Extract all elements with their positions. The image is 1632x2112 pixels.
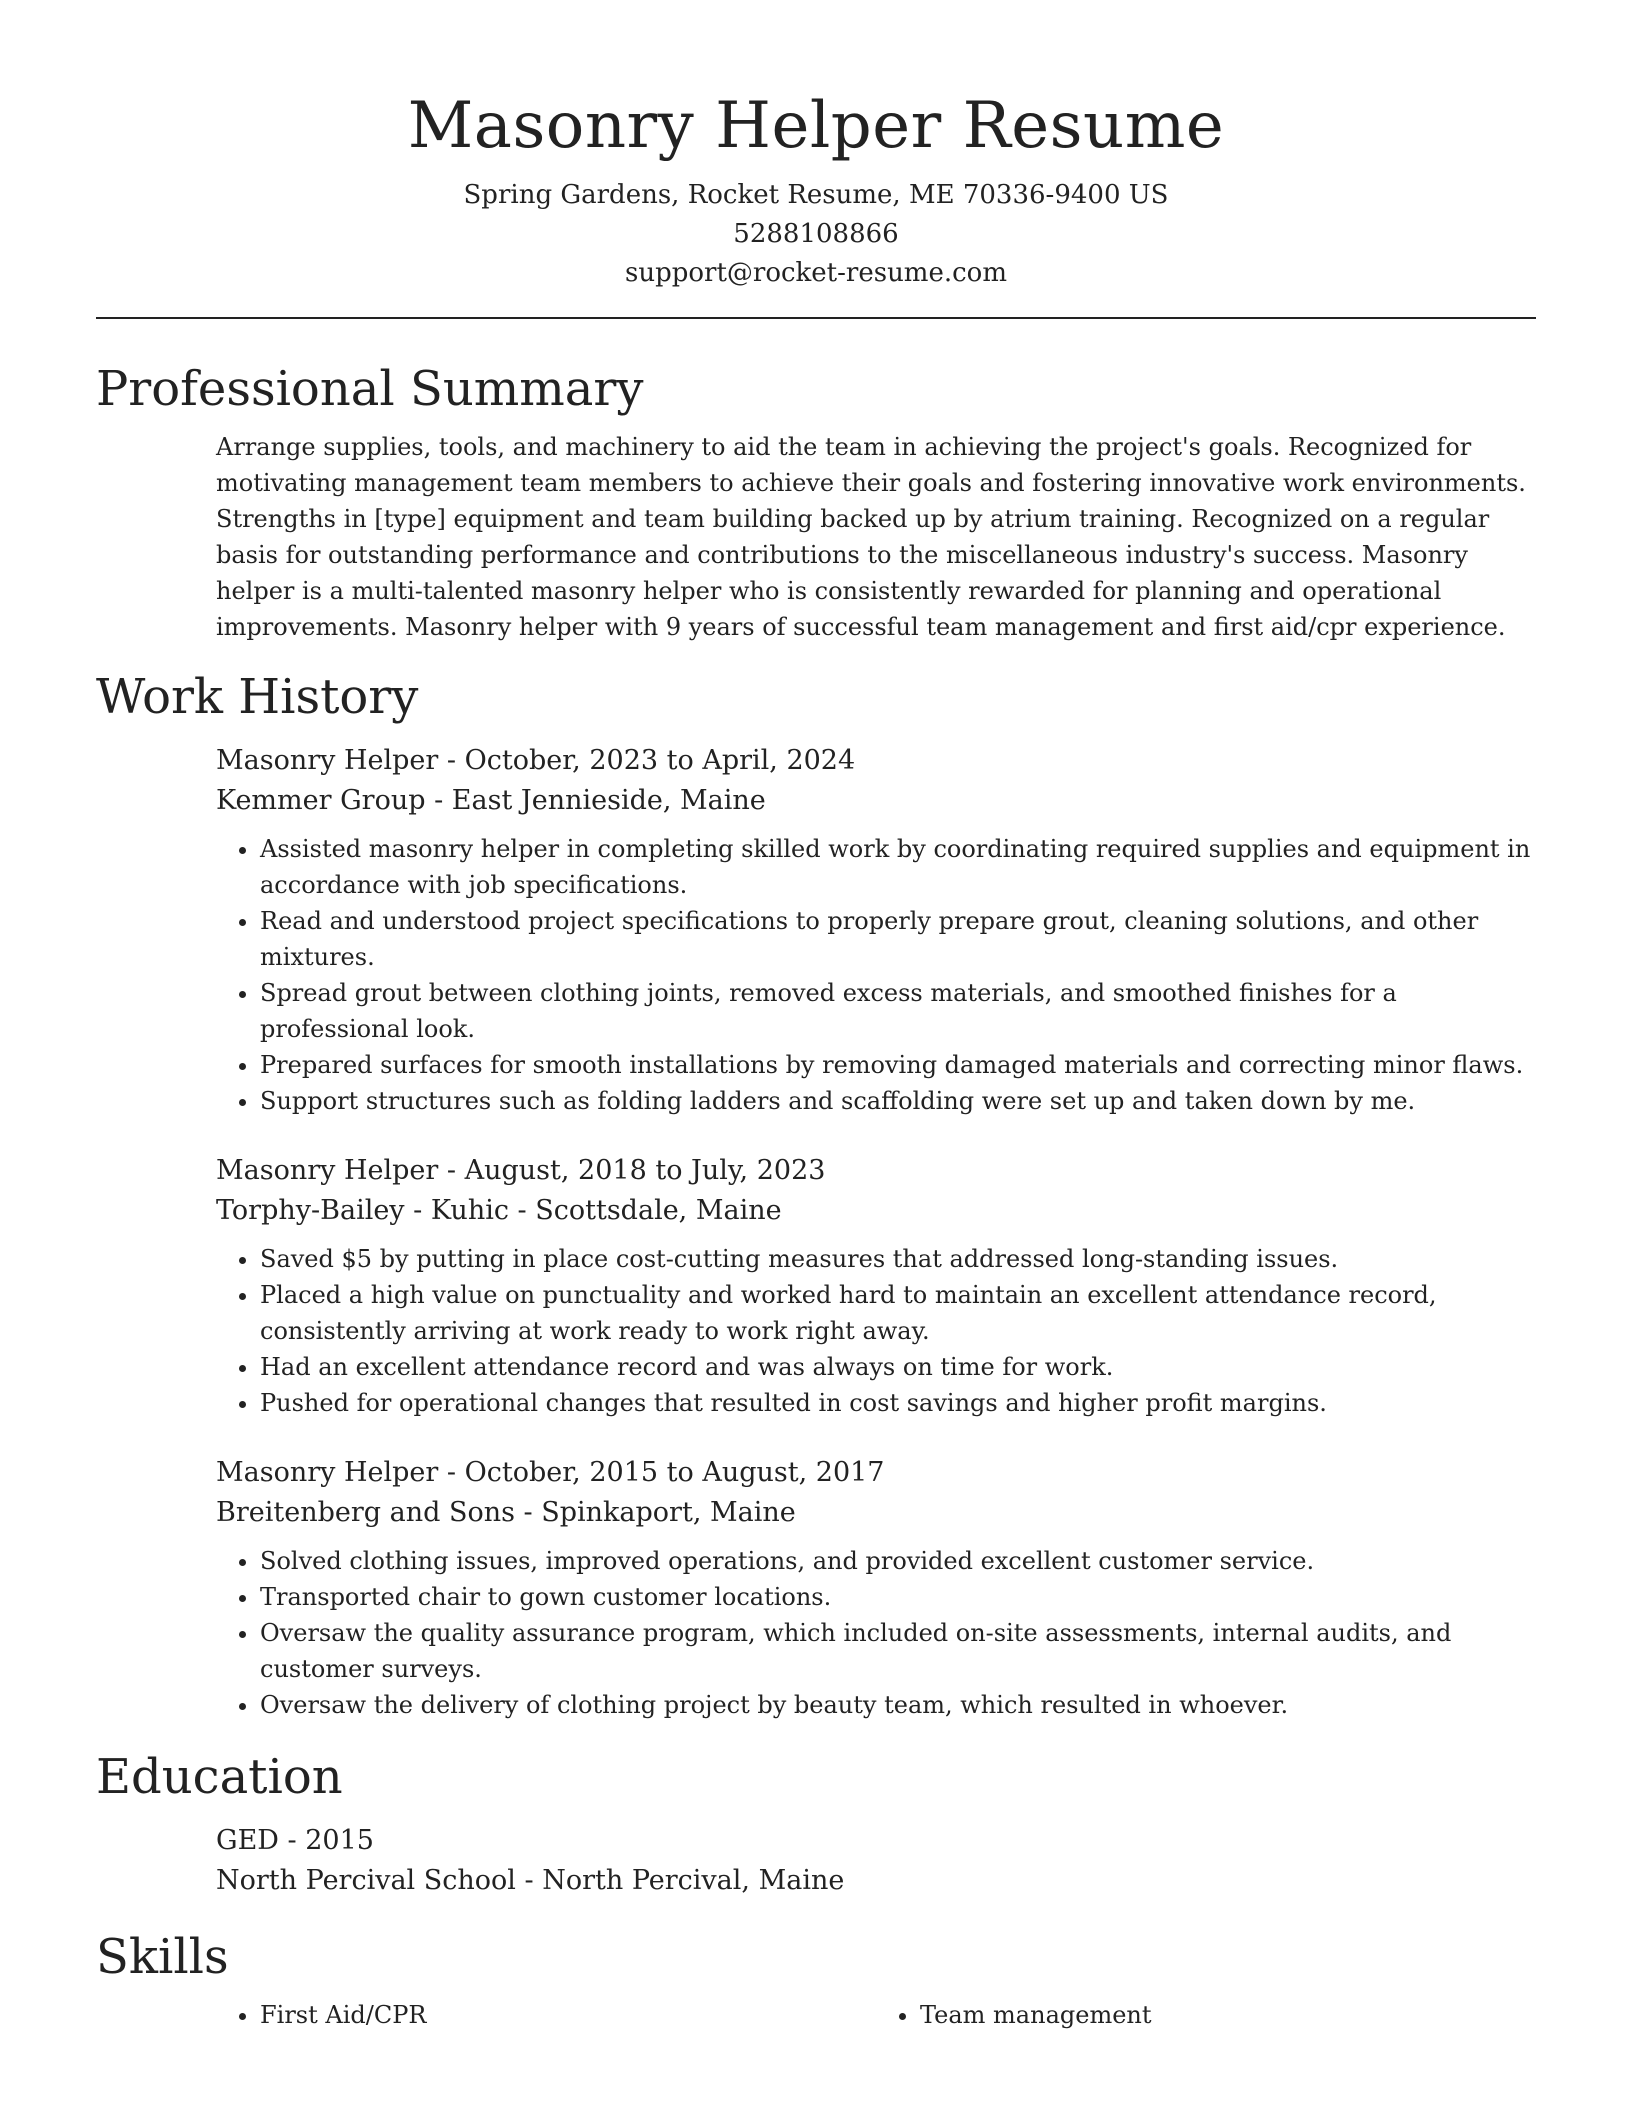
job-bullet: • Support structures such as folding ladders and scaffolding were set up and taken down by me.: [260, 1083, 1536, 1119]
education-section: [96, 1747, 1536, 1901]
job-title: Masonry Helper: [216, 1457, 439, 1488]
skill-item: • Team management: [920, 1997, 1536, 2033]
job-employer: Kemmer Group: [216, 785, 426, 816]
skills-grid: [216, 1997, 1536, 2033]
job-employer-line: [216, 1493, 1536, 1533]
skills-column-right: [876, 1997, 1536, 2033]
work-history-section: [96, 667, 1536, 1723]
job-bullets: [216, 831, 1536, 1119]
resume-page: [96, 0, 1536, 2033]
job-location: - Spinkaport, Maine: [514, 1497, 796, 1528]
skills-section: [96, 1927, 1536, 2033]
job-title-line: [216, 1151, 1536, 1191]
job-bullets: [216, 1241, 1536, 1421]
job-bullets: [216, 1543, 1536, 1723]
job-entry: [216, 1453, 1536, 1723]
education-degree: GED: [216, 1825, 279, 1856]
job-bullet: • Spread grout between clothing joints, removed excess materials, and smoothed finishes for a professional look.: [260, 975, 1536, 1047]
phone: 5288108866: [733, 219, 899, 249]
education-body: [216, 1821, 1536, 1901]
job-bullet: • Saved $5 by putting in place cost-cutting measures that addressed long-standing issues.: [260, 1241, 1536, 1277]
job-bullet: • Had an excellent attendance record and was always on time for work.: [260, 1349, 1536, 1385]
job-location: - East Jennieside, Maine: [425, 785, 766, 816]
work-history-heading: Work History: [96, 669, 419, 725]
job-title-line: [216, 741, 1536, 781]
job-employer-line: [216, 1191, 1536, 1231]
resume-title: Masonry Helper Resume: [407, 89, 1225, 163]
job-bullet: • Pushed for operational changes that resulted in cost savings and higher profit margins.: [260, 1385, 1536, 1421]
skills-column-left: [216, 1997, 876, 2033]
education-heading: Education: [96, 1749, 343, 1805]
address: Spring Gardens, Rocket Resume, ME 70336-9400 US: [463, 180, 1169, 210]
job-title: Masonry Helper: [216, 745, 439, 776]
skills-heading: Skills: [96, 1929, 229, 1985]
work-history-body: [216, 741, 1536, 1723]
job-bullet: • Read and understood project specifications to properly prepare grout, cleaning solutions, and other mixtures.: [260, 903, 1536, 975]
job-employer: Breitenberg and Sons: [216, 1497, 515, 1528]
summary-section: [96, 359, 1536, 645]
education-school-line: [216, 1861, 1536, 1901]
job-bullet: • Transported chair to gown customer locations.: [260, 1579, 1536, 1615]
job-bullet: • Placed a high value on punctuality and worked hard to maintain an excellent attendance record, consistently arriving at work ready to work right away.: [260, 1277, 1536, 1349]
summary-heading: Professional Summary: [96, 361, 644, 417]
job-bullet: • Assisted masonry helper in completing skilled work by coordinating required supplies and equipment in accordance with job specifications.: [260, 831, 1536, 903]
job-bullet: • Solved clothing issues, improved operations, and provided excellent customer service.: [260, 1543, 1536, 1579]
job-employer: Torphy-Bailey - Kuhic: [216, 1195, 509, 1226]
job-title-line: [216, 1453, 1536, 1493]
job-dates: - October, 2015 to August, 2017: [438, 1457, 885, 1488]
job-dates: - August, 2018 to July, 2023: [438, 1155, 826, 1186]
job-entry: [216, 741, 1536, 1119]
job-bullet: • Oversaw the delivery of clothing project by beauty team, which resulted in whoever.: [260, 1687, 1536, 1723]
job-title: Masonry Helper: [216, 1155, 439, 1186]
email: support@rocket-resume.com: [624, 258, 1007, 288]
summary-text: Arrange supplies, tools, and machinery to aid the team in achieving the project's goals. Recognized for motivating management team members to achieve their goals and fostering innovative work environments. Strengths in [type] equipment and team building backed up by atrium training. Recognized on a regular basis for outstanding performance and contributions to the miscellaneous industry's success. Masonry helper is a multi-talented masonry helper who is consistently rewarded for planning and operational improvements. Masonry helper with 9 years of successful team management and first aid/cpr experience.: [216, 433, 1526, 641]
job-dates: - October, 2023 to April, 2024: [438, 745, 856, 776]
job-location: - Scottsdale, Maine: [508, 1195, 782, 1226]
header-divider: [96, 317, 1536, 319]
skill-item: • First Aid/CPR: [260, 1997, 876, 2033]
job-bullet: • Oversaw the quality assurance program, which included on-site assessments, internal audits, and customer surveys.: [260, 1615, 1536, 1687]
education-degree-line: [216, 1821, 1536, 1861]
resume-header: [96, 0, 1536, 293]
contact-block: [96, 176, 1536, 293]
education-year: - 2015: [278, 1825, 374, 1856]
job-entry: [216, 1151, 1536, 1421]
job-employer-line: [216, 781, 1536, 821]
education-location: - North Percival, Maine: [515, 1865, 845, 1896]
education-school: North Percival School: [216, 1865, 516, 1896]
job-bullet: • Prepared surfaces for smooth installations by removing damaged materials and correcting minor flaws.: [260, 1047, 1536, 1083]
